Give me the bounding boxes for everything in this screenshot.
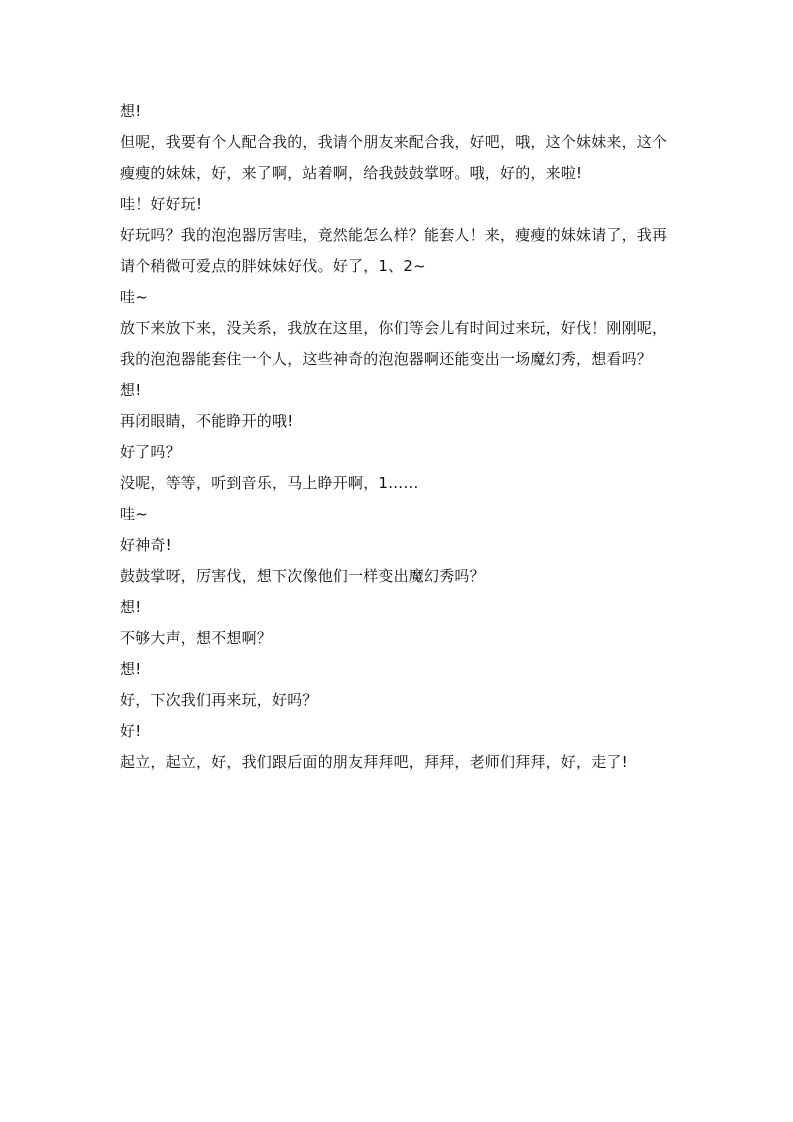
paragraph-6: 放下来放下来，没关系，我放在这里，你们等会儿有时间过来玩，好伐！刚刚呢，我的泡泡器能套住一个人，这些神奇的泡泡器啊还能变出一场魔幻秀，想看吗？ bbox=[120, 319, 668, 368]
paragraph-17: 好，下次我们再来玩，好吗？ bbox=[120, 691, 318, 709]
paragraph-3: 哇！好好玩! bbox=[120, 195, 203, 213]
paragraph-7: 想! bbox=[120, 381, 142, 399]
paragraph-4: 好玩吗？我的泡泡器厉害哇，竟然能怎么样？能套人！来，瘦瘦的妹妹请了，我再请个稍微可爱点的胖妹妹好伐。好了，1、2~ bbox=[120, 226, 668, 275]
paragraph-10: 没呢，等等，听到音乐，马上睁开啊，1…… bbox=[120, 474, 419, 492]
paragraph-1: 想! bbox=[120, 102, 142, 120]
paragraph-8: 再闭眼睛，不能睁开的哦! bbox=[120, 412, 294, 430]
paragraph-19: 起立，起立，好，我们跟后面的朋友拜拜吧，拜拜，老师们拜拜，好，走了! bbox=[120, 753, 628, 771]
paragraph-11: 哇~ bbox=[120, 505, 148, 523]
document-body bbox=[120, 96, 680, 778]
paragraph-14: 想! bbox=[120, 598, 142, 616]
paragraph-9: 好了吗？ bbox=[120, 443, 181, 461]
paragraph-16: 想! bbox=[120, 660, 142, 678]
paragraph-5: 哇~ bbox=[120, 288, 148, 306]
paragraph-18: 好! bbox=[120, 722, 142, 740]
paragraph-12: 好神奇! bbox=[120, 536, 172, 554]
paragraph-15: 不够大声，想不想啊？ bbox=[120, 629, 273, 647]
paragraph-2: 但呢，我要有个人配合我的，我请个朋友来配合我，好吧，哦，这个妹妹来，这个瘦瘦的妹妹，好，来了啊，站着啊，给我鼓鼓掌呀。哦，好的，来啦! bbox=[120, 133, 668, 182]
paragraph-13: 鼓鼓掌呀，厉害伐，想下次像他们一样变出魔幻秀吗？ bbox=[120, 567, 485, 585]
